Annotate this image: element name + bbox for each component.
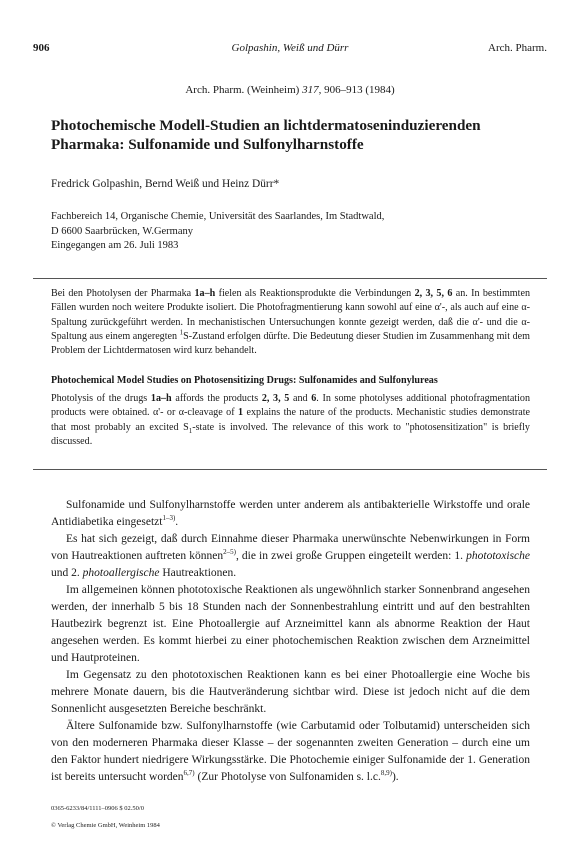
abstract-en-text: . In some photolyses additional photofragmentation products were obtained. α'- or α-cleavage of <box>51 393 531 419</box>
body-text <box>51 497 530 786</box>
abstract-en-text: Photolysis of the drugs <box>51 393 151 404</box>
body-text-run: und 2. <box>51 567 83 579</box>
copyright-line: © Verlag Chemie GmbH, Weinheim 1984 <box>51 822 160 829</box>
footer <box>51 800 160 834</box>
reference-sup: 1–3) <box>162 514 176 523</box>
affiliation-line-2: D 6600 Saarbrücken, W.Germany <box>51 225 194 237</box>
compound-ref: 1a–h <box>150 393 172 404</box>
body-paragraph-5 <box>51 718 530 786</box>
compound-ref: 6 <box>311 393 317 404</box>
running-head-authors: Golpashin, Weiß und Dürr <box>231 42 349 54</box>
body-text-run: Hautreaktionen. <box>159 567 237 579</box>
superscript: 1 <box>179 328 184 337</box>
running-head-journal: Arch. Pharm. <box>488 42 547 54</box>
emphasis: phototoxische <box>466 550 531 562</box>
author-list: Fredrick Golpashin, Bernd Weiß und Heinz Dürr* <box>51 178 280 190</box>
affiliation-line-1: Fachbereich 14, Organische Chemie, Universität des Saarlandes, Im Stadtwald, <box>51 211 385 222</box>
body-text-run: Es hat sich gezeigt, daß durch Einnahme dieser Pharmaka unerwünschte Nebenwirkungen in Form von Hautreaktionen auftreten können <box>51 533 530 562</box>
body-paragraph-4: Im Gegensatz zu den phototoxischen Reaktionen kann es bei einer Photoallergie eine Woche bis mehrere Monate dauern, bis die Hautveränderung sichtbar wird. Diese ist jedoch nicht auf die dem Sonnenlicht ausgesetzten Bereiche beschränkt. <box>51 669 530 715</box>
abstract-en-text: -state is involved. The relevance of this work to "photosensitization" is briefly discussed. <box>51 421 530 447</box>
abstract-en-text: affords the products <box>171 393 262 404</box>
compound-ref: 1a–h <box>194 288 216 299</box>
reference-sup: 2–5) <box>223 548 236 557</box>
abstract-en-text: explains the nature of the products. Mechanistic studies demonstrate that most probably an excited S <box>51 407 530 433</box>
running-head <box>33 42 547 56</box>
citation-line <box>0 84 580 96</box>
received-date: Eingegangen am 26. Juli 1983 <box>51 240 179 252</box>
abstract-de-text: fielen als Reaktionsprodukte die Verbindungen <box>215 288 415 299</box>
article-code: 0365-6233/84/1111–0906 $ 02.50/0 <box>51 805 144 812</box>
english-title: Photochemical Model Studies on Photosensitizing Drugs: Sulfonamides and Sulfonylureas <box>51 375 438 386</box>
page-number: 906 <box>33 42 50 54</box>
abstract-english <box>51 392 530 449</box>
citation-pages: 906–913 (1984) <box>324 84 395 96</box>
body-text-run: Ältere Sulfonamide bzw. Sulfonylharnstoffe (wie Carbutamid oder Tolbutamid) unterscheiden sich von den moderneren Pharmaka dieser Klasse – der sogenannten zweiten Generation – durch eine um den Faktor hundert niedrigere Wirkungsstärke. Die Photochemie einiger Sulfonamide der 1. Generation ist bereits untersucht worden <box>51 720 530 783</box>
body-paragraph-3: Im allgemeinen können phototoxische Reaktionen als ungewöhnlich starker Sonnenbrand angesehen werden, der innerhalb 5 bis 18 Stunden nach der Sonnenbestrahlung eintritt und auf den bestrahlten Hautbezirk begrenzt ist. Eine Photoallergie auf Arzneimittel kann als abnorme Reaktion der Haut angesehen werden. Es kommt hierbei zu einer photochemischen Reaktion zwischen dem Arzneimittel und Hautproteinen. <box>51 584 530 664</box>
affiliation <box>51 210 521 254</box>
abstract-de-text: an. In bestimmten Fällen wurden noch weitere Produkte isoliert. Die Photofragmentierung kann sowohl auf eine α'-, als auch auf eine α-Spaltung zurückgeführt werden. In mechanistischen Untersuchungen konnte gezeigt werden, daß die α'- und die α-Spaltung aus einem angeregten <box>51 288 530 342</box>
reference-sup: 8,9) <box>380 769 392 778</box>
body-paragraph-2 <box>51 531 530 582</box>
body-text-run: . <box>175 516 179 528</box>
body-text-run: Sulfonamide und Sulfonylharnstoffe werden unter anderem als antibakterielle Wirkstoffe und orale Antidiabetika eingesetzt <box>51 499 530 528</box>
compound-ref: 2, 3, 5, 6 <box>414 288 453 299</box>
abstract-en-text: and <box>289 393 312 404</box>
subscript: 1 <box>188 426 193 435</box>
body-text-run: (Zur Photolyse von Sulfonamiden s. l.c. <box>194 771 381 783</box>
abstract-de-text: Bei den Photolysen der Pharmaka <box>51 288 195 299</box>
citation-prefix: Arch. Pharm. (Weinheim) <box>185 84 300 96</box>
article-title: Photochemische Modell-Studien an lichtdermatoseninduzierenden Pharmaka: Sulfonamide und Sulfonylharnstoffe <box>51 117 481 153</box>
compound-ref: 2, 3, 5 <box>261 393 290 404</box>
body-paragraph-1 <box>51 497 530 531</box>
abstract-de-text: S-Zustand erfolgen dürfte. Die Bedeutung dieser Studien im Zusammenhang mit dem Problem der Lichtdermatosen wird kurz behandelt. <box>51 330 530 357</box>
emphasis: photoallergische <box>82 567 160 579</box>
body-text-run: ). <box>391 771 399 783</box>
body-text-run: , die in zwei große Gruppen eingeteilt werden: 1. <box>235 550 467 562</box>
compound-ref: 1 <box>238 407 244 419</box>
reference-sup: 6,7) <box>183 769 195 778</box>
abstract-german <box>51 287 530 358</box>
citation-volume: 317, <box>302 84 322 96</box>
